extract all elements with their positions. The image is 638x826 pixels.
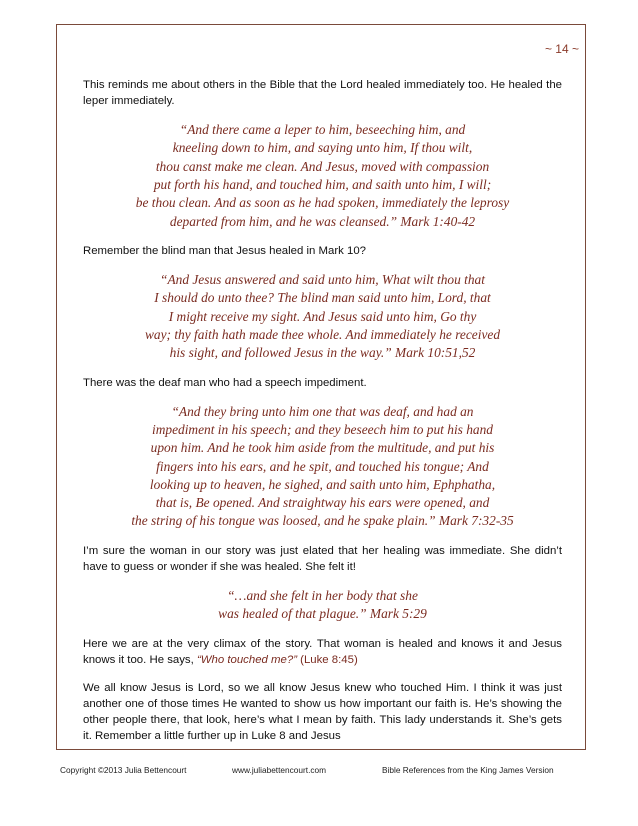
quote-line: looking up to heaven, he sighed, and saith unto him, Ephphatha, (149, 476, 496, 492)
footer-bible-reference: Bible References from the King James Version (382, 765, 554, 775)
scripture-quote-mark-10 (83, 271, 562, 362)
quote-line: departed from him, and he was cleansed.” Mark 1:40-42 (169, 213, 476, 229)
quote-line: kneeling down to him, and saying unto him, If thou wilt, (172, 140, 473, 156)
quote-line: impediment in his speech; and they beseech him to put his hand (151, 421, 494, 437)
quote-line: I might receive my sight. And Jesus said unto him, Go thy (168, 308, 477, 324)
paragraph-text: Here we are at the very climax of the story. That woman is healed and knows it and Jesus knows it too. He says, (83, 637, 562, 666)
quote-line: “And they bring unto him one that was deaf, and had an (171, 403, 474, 419)
paragraph-faith: We all know Jesus is Lord, so we all know Jesus knew who touched Him. I think it was just another one of those times He wanted to show us how important our faith is. He’s showing the other people there, that look, here’s what I mean by faith. This lady understands it. She’s gets it. Remember a little further up in Luke 8 and Jesus (83, 681, 562, 742)
scripture-reference: (Luke 8:45) (296, 653, 358, 666)
paragraph-blind-man: Remember the blind man that Jesus healed in Mark 10? (83, 244, 367, 257)
paragraph-leper-intro: This reminds me about others in the Bible that the Lord healed immediately too. He healed the leper immediately. (83, 79, 562, 108)
scripture-quote-mark-1 (83, 121, 562, 231)
paragraph-climax (83, 636, 562, 668)
quote-line: was healed of that plague.” Mark 5:29 (218, 606, 427, 622)
paragraph-woman-elated: I’m sure the woman in our story was just elated that her healing was immediate. She didn’t have to guess or wonder if she was healed. She felt it! (83, 544, 562, 573)
quote-line: way; thy faith hath made thee whole. And immediately he received (144, 326, 501, 342)
paragraph-deaf-man: There was the deaf man who had a speech impediment. (83, 376, 367, 389)
quote-line: upon him. And he took him aside from the multitude, and put his (150, 440, 495, 456)
quote-line: fingers into his ears, and he spit, and touched his tongue; And (156, 458, 489, 474)
page-frame (56, 24, 586, 750)
quote-line: the string of his tongue was loosed, and he spake plain.” Mark 7:32-35 (131, 513, 514, 529)
scripture-quote-mark-5 (83, 587, 562, 624)
quote-line: I should do unto thee? The blind man said unto him, Lord, that (154, 290, 491, 306)
footer-copyright: Copyright ©2013 Julia Bettencourt (60, 765, 187, 775)
quote-line: put forth his hand, and touched him, and saith unto him, I will; (153, 177, 492, 193)
page-number: ~ 14 ~ (544, 42, 579, 56)
quote-line: “And Jesus answered and said unto him, What wilt thou that (160, 272, 485, 288)
page-content (83, 77, 562, 756)
quote-line: “And there came a leper to him, beseeching him, and (179, 122, 466, 138)
quote-line: be thou clean. And as soon as he had spoken, immediately the leprosy (135, 195, 510, 211)
quote-line: “…and she felt in her body that she (227, 587, 418, 603)
inline-quote: “Who touched me?” (196, 653, 297, 666)
footer-website: www.juliabettencourt.com (232, 765, 327, 775)
quote-line: thou canst make me clean. And Jesus, moved with compassion (155, 158, 490, 174)
scripture-quote-mark-7 (83, 403, 562, 531)
quote-line: his sight, and followed Jesus in the way.” Mark 10:51,52 (169, 345, 476, 361)
quote-line: that is, Be opened. And straightway his ears were opened, and (155, 495, 490, 511)
